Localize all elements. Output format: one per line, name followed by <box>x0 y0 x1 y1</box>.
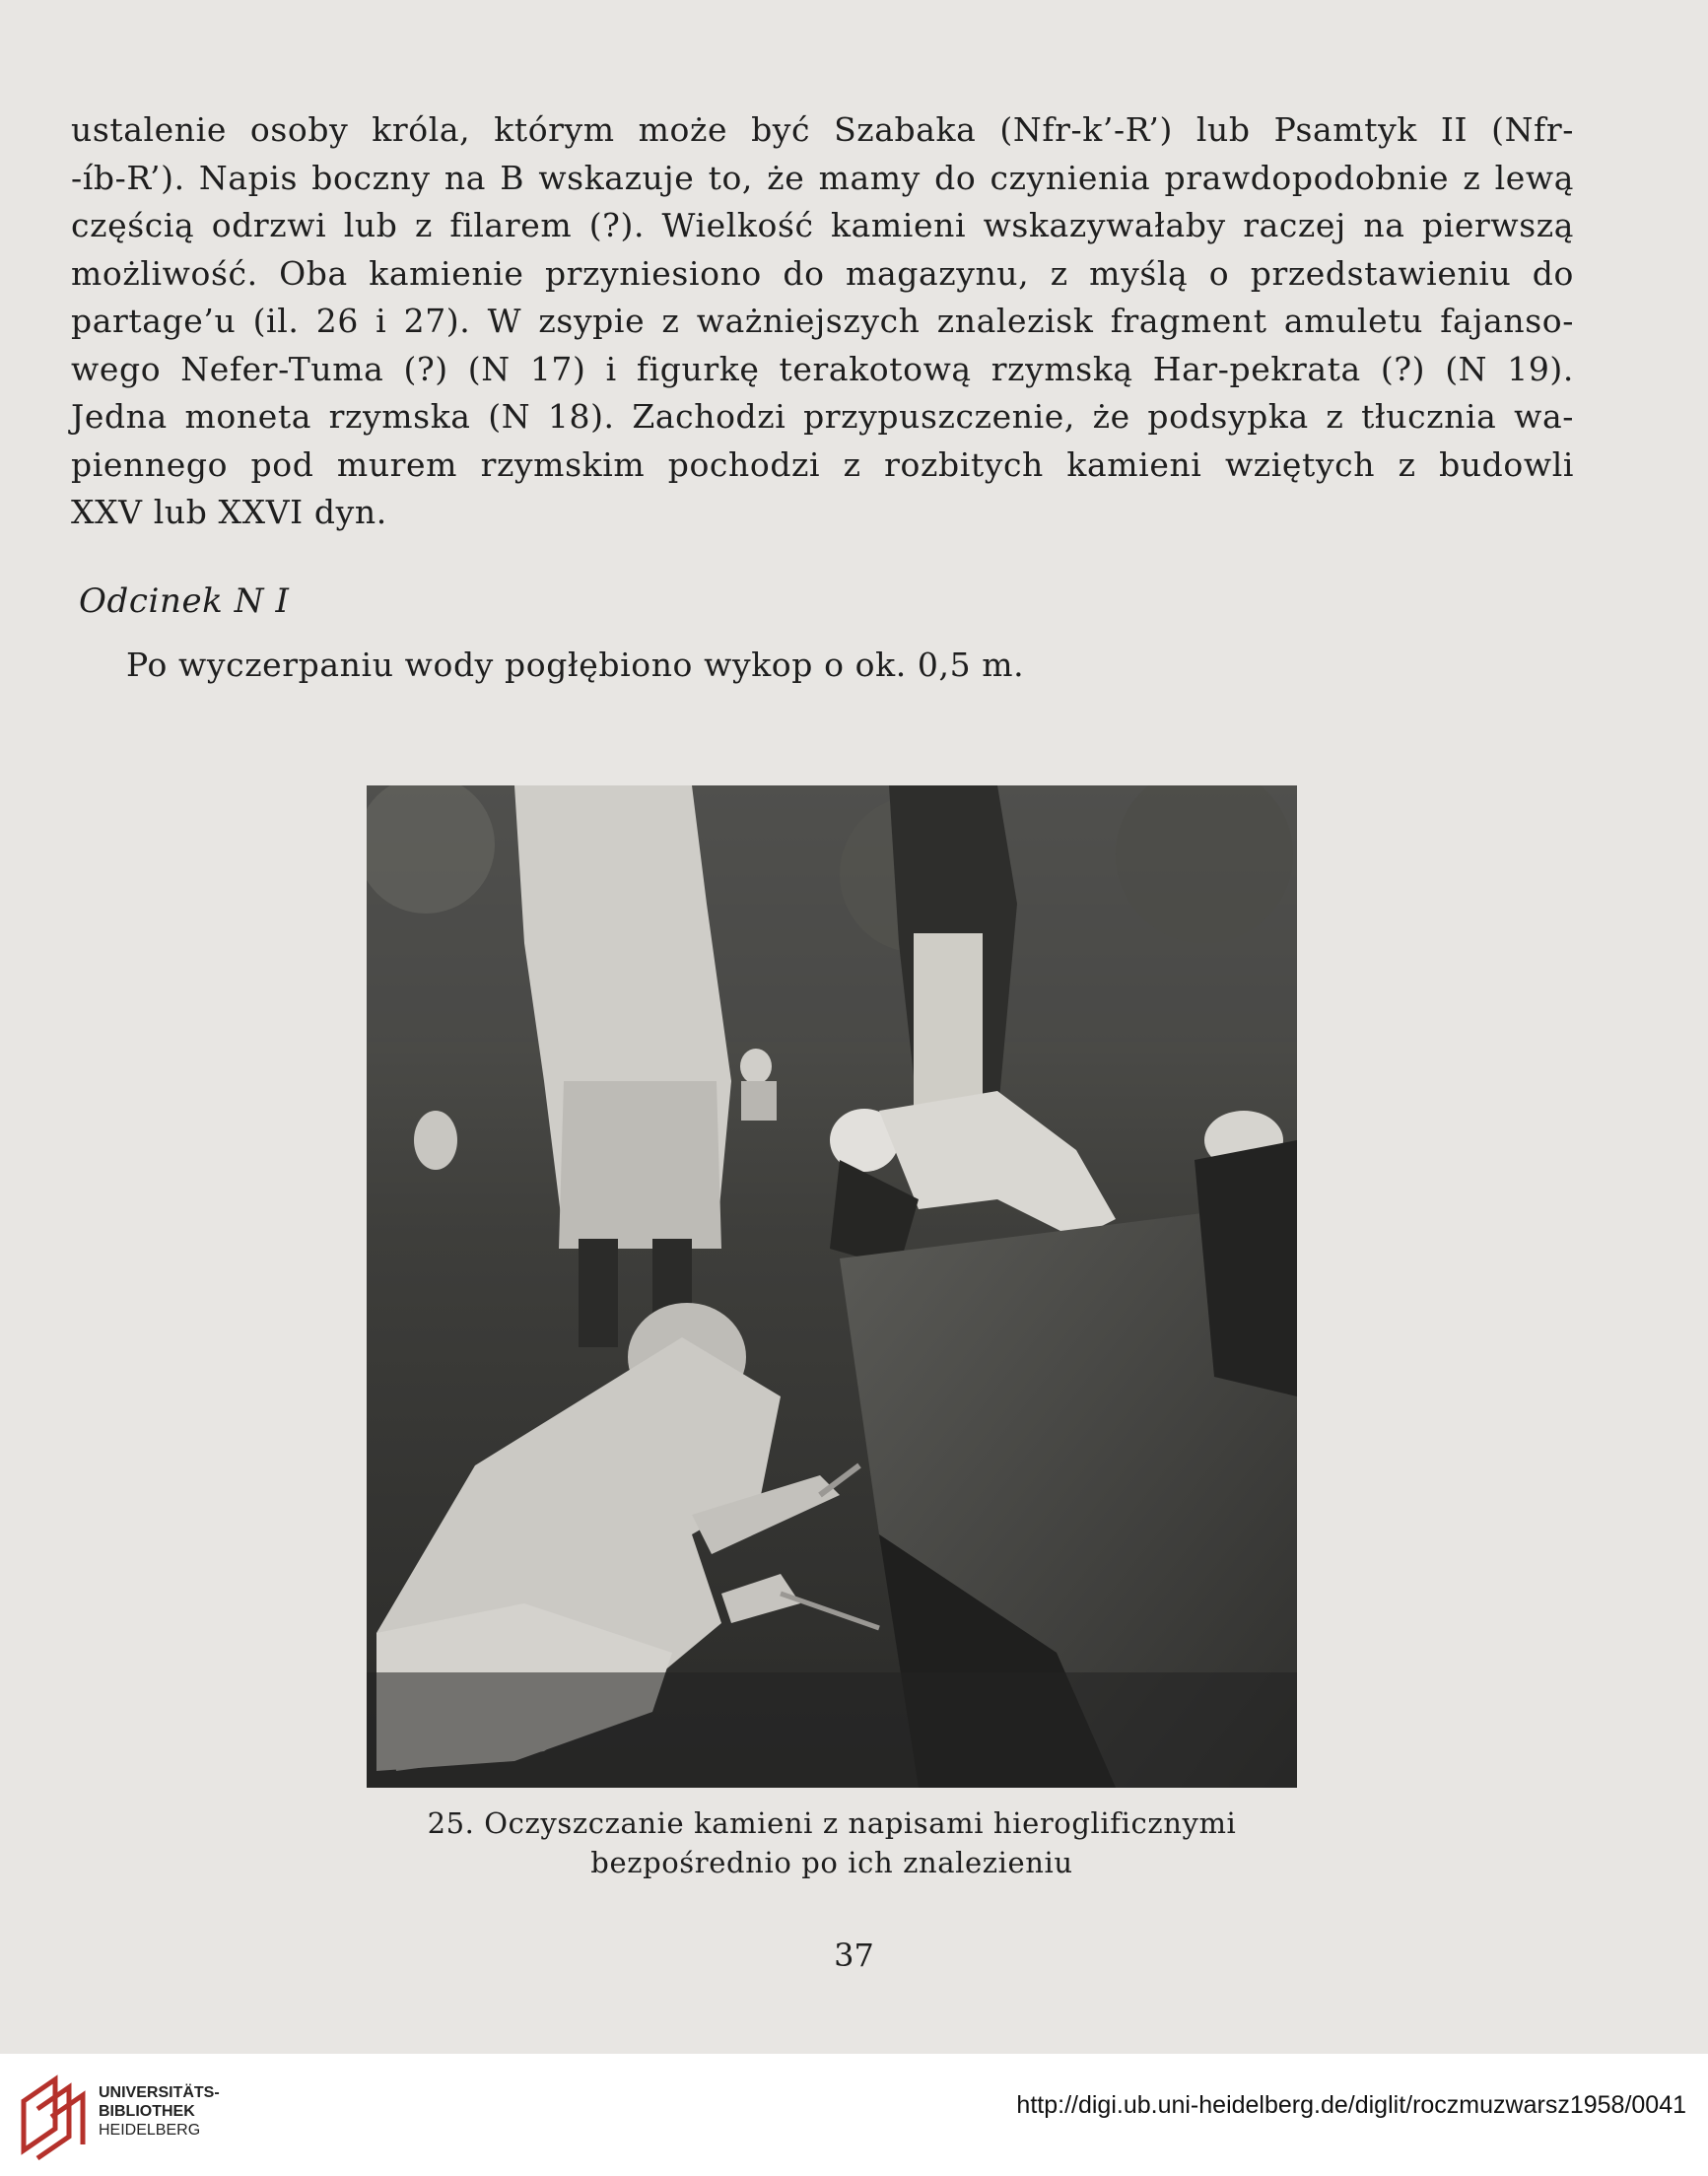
library-name-line: BIBLIOTHEK <box>99 2103 195 2120</box>
library-name-line: HEIDELBERG <box>99 2122 201 2139</box>
library-footer <box>0 2054 1708 2176</box>
figure-caption <box>367 1803 1297 1882</box>
excavation-photograph <box>367 785 1297 1788</box>
text-line: -íb-R’). Napis boczny na B wskazuje to, że mamy do czynienia prawdopodobnie z lewą <box>71 158 1574 197</box>
caption-line: bezpośrednio po ich znalezieniu <box>590 1846 1073 1879</box>
text-line: wego Nefer-Tuma (?) (N 17) i figurkę terakotową rzymską Har-pekrata (?) (N 19). <box>71 349 1574 388</box>
library-name <box>99 2083 220 2140</box>
source-url-link[interactable]: http://digi.ub.uni-heidelberg.de/diglit/roczmuzwarsz1958/0041 <box>1016 2091 1686 2119</box>
text-line: XXV lub XXVI dyn. <box>71 493 387 531</box>
photo-illustration <box>367 785 1297 1788</box>
library-logo-icon <box>16 2072 87 2160</box>
text-line: partage’u (il. 26 i 27). W zsypie z ważniejszych znalezisk fragment amuletu fajanso- <box>71 302 1574 340</box>
text-line: piennego pod murem rzymskim pochodzi z rozbitych kamieni wziętych z budowli <box>71 444 1574 484</box>
section-paragraph: Po wyczerpaniu wody pogłębiono wykop o ok. 0,5 m. <box>126 646 1025 684</box>
text-line: ustalenie osoby króla, którym może być Szabaka (Nfr-k’-R’) lub Psamtyk II (Nfr- <box>71 110 1574 149</box>
section-heading: Odcinek N I <box>79 581 290 621</box>
library-name-line: UNIVERSITÄTS- <box>99 2084 220 2101</box>
text-line: możliwość. Oba kamienie przyniesiono do magazynu, z myślą o przedstawieniu do <box>71 253 1574 293</box>
caption-line: 25. Oczyszczanie kamieni z napisami hieroglificznymi <box>427 1806 1237 1840</box>
text-line: Jedna moneta rzymska (N 18). Zachodzi przypuszczenie, że podsypka z tłucznia wa- <box>71 397 1574 436</box>
text-line: częścią odrzwi lub z filarem (?). Wielkość kamieni wskazywałaby raczej na pierwszą <box>71 206 1574 244</box>
page-number: 37 <box>834 1937 874 1974</box>
body-paragraph <box>71 106 1574 537</box>
